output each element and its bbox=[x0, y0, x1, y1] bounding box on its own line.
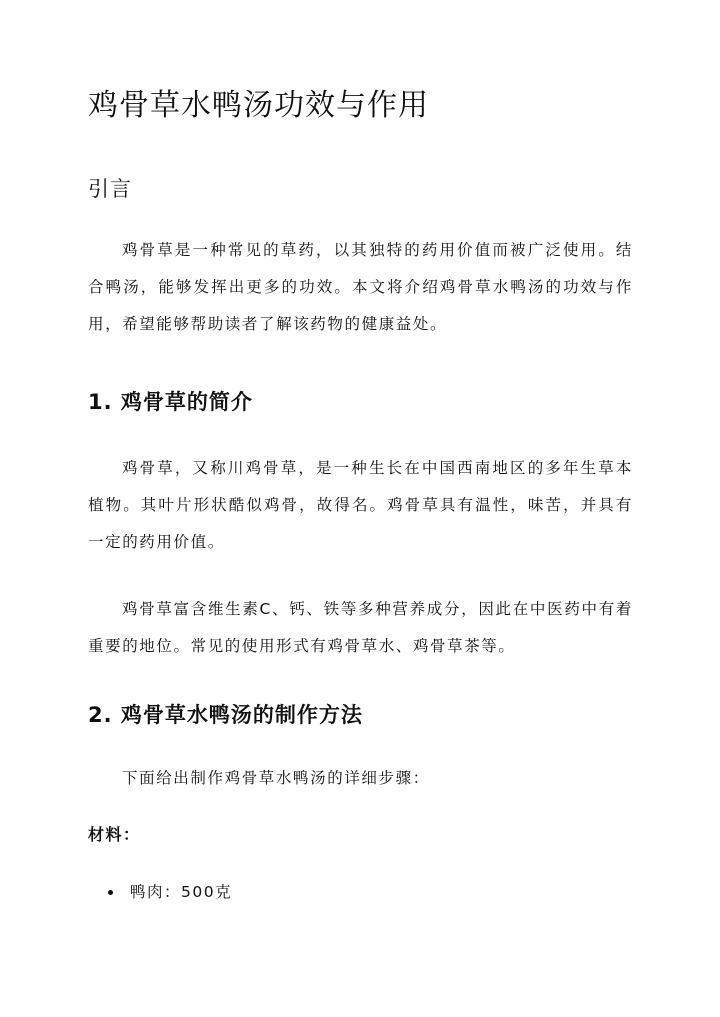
ingredients-heading: 材料： bbox=[88, 825, 141, 844]
section-heading-overview: 1. 鸡骨草的简介 bbox=[88, 390, 253, 414]
bullet-icon bbox=[108, 890, 113, 895]
document-title: 鸡骨草水鸭汤功效与作用 bbox=[88, 88, 429, 123]
ingredients-list bbox=[108, 879, 232, 905]
list-item bbox=[108, 879, 232, 905]
overview-paragraph-1: 鸡骨草，又称川鸡骨草，是一种生长在中国西南地区的多年生草本植物。其叶片形状酷似鸡骨，故得名。鸡骨草具有温性，味苦，并具有一定的药用价值。 bbox=[88, 459, 633, 551]
introduction-paragraph: 鸡骨草是一种常见的草药，以其独特的药用价值而被广泛使用。结合鸭汤，能够发挥出更多的功效。本文将介绍鸡骨草水鸭汤的功效与作用，希望能够帮助读者了解该药物的健康益处。 bbox=[88, 241, 633, 333]
section-heading-introduction: 引言 bbox=[88, 177, 132, 201]
preparation-intro-paragraph: 下面给出制作鸡骨草水鸭汤的详细步骤： bbox=[122, 769, 430, 787]
overview-paragraph-2: 鸡骨草富含维生素C、钙、铁等多种营养成分，因此在中医药中有着重要的地位。常见的使用形式有鸡骨草水、鸡骨草茶等。 bbox=[88, 600, 633, 655]
section-heading-preparation: 2. 鸡骨草水鸭汤的制作方法 bbox=[88, 703, 363, 727]
ingredient-text: 鸭肉：500克 bbox=[130, 883, 233, 901]
